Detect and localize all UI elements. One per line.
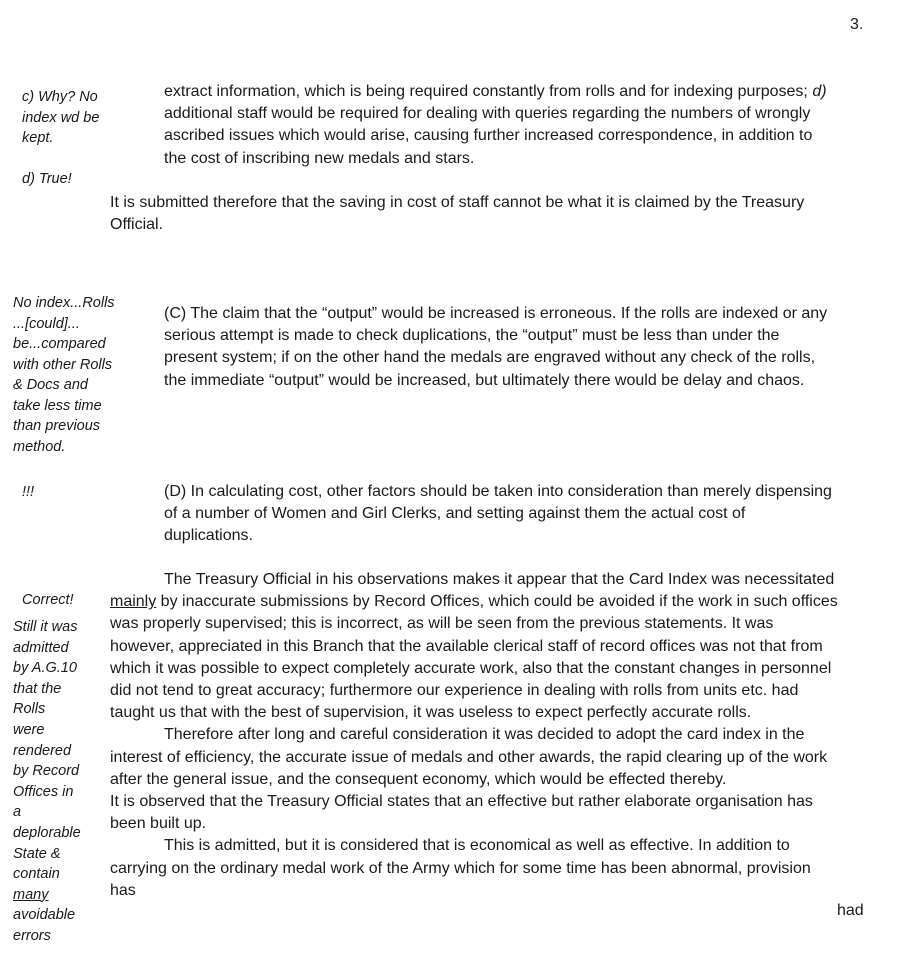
paragraph-c [164, 303, 884, 392]
text-line: Therefore after long and careful consideration it was decided to adopt the card index in the [164, 726, 805, 744]
text-line: serious attempt is made to check duplications, the “output” must be less than under the [164, 327, 780, 345]
text-line: additional staff would be required for dealing with queries regarding the numbers of wrongly [164, 105, 811, 123]
margin-note-output [13, 293, 115, 457]
margin-line: State & [13, 845, 61, 862]
paragraph-top [164, 81, 884, 170]
margin-line: Offices in [13, 783, 74, 800]
text-line: This is admitted, but it is considered that is economical as well as effective. In addition to [164, 837, 790, 855]
text-line: has [110, 881, 136, 899]
margin-line: were [13, 721, 45, 738]
text-line: extract information, which is being required constantly from rolls and for indexing purposes; d) [164, 83, 827, 100]
margin-line: & Docs and [13, 377, 88, 393]
text-line: was properly supervised; this is incorrect, as will be seen from the previous statements. It was [110, 615, 774, 633]
margin-line: Still it was [13, 619, 78, 635]
margin-line: Rolls [13, 701, 46, 718]
margin-line: c) Why? No [22, 89, 98, 105]
margin-line: method. [13, 438, 66, 455]
margin-line: errors [13, 927, 51, 944]
text-line: which it was possible to expect completely accurate work, also that the constant changes in personnel [110, 659, 832, 677]
text-line: of a number of Women and Girl Clerks, and setting against them the actual cost of [164, 505, 746, 523]
paragraph-submitted [110, 192, 870, 236]
margin-note-c [22, 87, 99, 149]
text-line: Official. [110, 216, 164, 234]
margin-line: by A.G.10 [13, 660, 77, 677]
text-line: been built up. [110, 815, 207, 833]
page-number: 3. [850, 16, 864, 33]
text-line: carrying on the ordinary medal work of the Army which for some time has been abnormal, provision [110, 859, 811, 877]
text-line: the immediate “output” would be increased, but ultimately there would be delay and chaos. [164, 371, 805, 389]
paragraph-d [164, 481, 884, 548]
text-line: however, appreciated in this Branch that the available clerical staff of record offices was not that from [110, 637, 823, 655]
text-line: taught us that with the best of supervision, it was useless to expect perfectly accurate rolls. [110, 704, 752, 722]
text-line: It is submitted therefore that the saving in cost of staff cannot be what it is claimed by the Treasury [110, 194, 805, 211]
margin-line: index wd be [22, 109, 100, 126]
margin-line: by Record [13, 763, 80, 780]
text-line: (C) The claim that the “output” would be increased is erroneous. If the rolls are indexed or any [164, 305, 828, 322]
margin-line: many [13, 886, 49, 903]
text-line: It is observed that the Treasury Official states that an effective but rather elaborate organisation has [110, 793, 813, 811]
margin-line: be...compared [13, 336, 106, 352]
text-line: duplications. [164, 527, 253, 545]
text-line: interest of efficiency, the accurate issue of medals and other awards, the rapid clearing up of the work [110, 748, 828, 766]
text-line: present system; if on the other hand the medals are engraved without any check of the rolls, [164, 349, 816, 367]
margin-line: with other Rolls [13, 356, 113, 373]
margin-line: rendered [13, 742, 72, 759]
margin-note-still [13, 617, 81, 947]
margin-line: a [13, 804, 22, 821]
margin-line: take less time [13, 397, 102, 414]
margin-note-exclaim: !!! [22, 484, 35, 500]
margin-line: that the [13, 680, 62, 697]
text-line: (D) In calculating cost, other factors should be taken into consideration than merely dispensing [164, 483, 832, 500]
margin-line: contain [13, 866, 60, 883]
margin-line: avoidable [13, 907, 76, 924]
margin-note-correct: Correct! [22, 592, 74, 608]
margin-line: deplorable [13, 824, 81, 841]
paragraph-treasury [110, 569, 880, 902]
text-line: the cost of inscribing new medals and stars. [164, 149, 475, 167]
margin-line: kept. [22, 130, 54, 146]
text-line: did not tend to great accuracy; furthermore our experience in dealing with rolls from units etc. had [110, 682, 799, 700]
margin-line: admitted [13, 639, 69, 656]
margin-note-d: d) True! [22, 171, 72, 187]
margin-line: ...[could]... [13, 315, 80, 332]
text-line: mainly by inaccurate submissions by Record Offices, which could be avoided if the work in such offices [110, 593, 838, 611]
text-line: after the general issue, and the consequent economy, which would be effected thereby. [110, 770, 727, 788]
catchword: had [837, 902, 864, 919]
margin-line: than previous [13, 418, 101, 434]
text-line: ascribed issues which would arise, causing further increased correspondence, in addition to [164, 127, 813, 145]
text-line: The Treasury Official in his observations makes it appear that the Card Index was necessitated [164, 571, 835, 588]
margin-line: No index...Rolls [13, 295, 115, 311]
